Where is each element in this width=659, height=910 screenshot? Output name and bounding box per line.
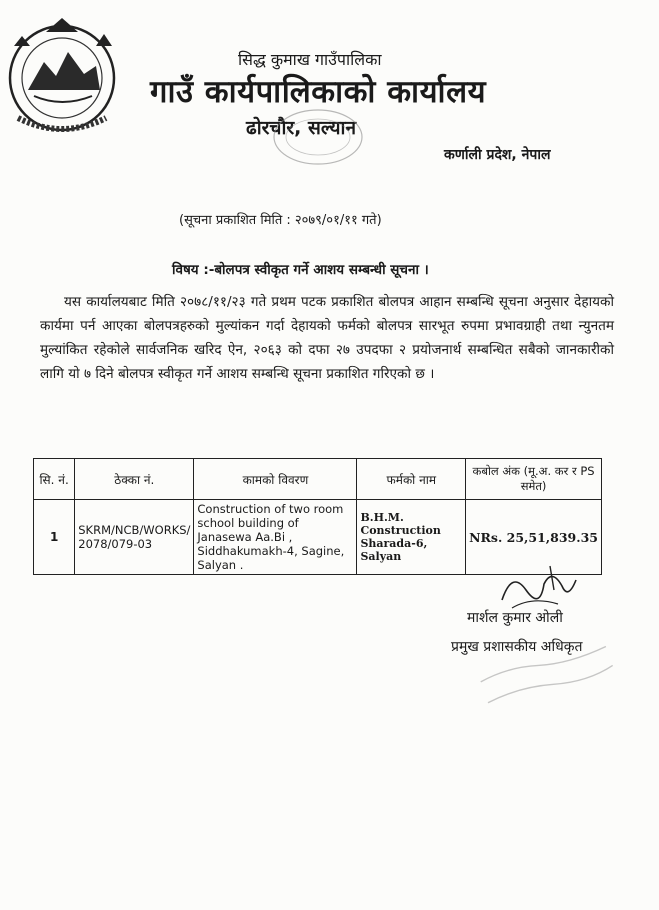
office-stamp-icon bbox=[268, 106, 368, 168]
province-label: कर्णाली प्रदेश, नेपाल bbox=[444, 147, 551, 163]
header-serial: सि. नं. bbox=[34, 459, 75, 500]
cell-firm: B.H.M. Construction Sharada-6, Salyan bbox=[357, 500, 466, 575]
cell-contract-no: SKRM/NCB/WORKS/ 2078/079-03 bbox=[75, 500, 194, 575]
signatory-name: मार्शल कुमार ओली bbox=[467, 610, 563, 626]
award-table bbox=[33, 458, 602, 575]
nepal-emblem-icon bbox=[4, 12, 122, 138]
org-subtitle: सिद्ध कुमाख गाउँपालिका bbox=[238, 50, 382, 69]
header-description: कामको विवरण bbox=[194, 459, 357, 500]
name-stamp-icon bbox=[470, 636, 620, 706]
publish-date: (सूचना प्रकाशित मिति : २०७९/०१/११ गते) bbox=[179, 213, 382, 228]
cell-amount: NRs. 25,51,839.35 bbox=[466, 500, 602, 575]
table-header-row bbox=[34, 459, 602, 500]
cell-description: Construction of two room school building of Janasewa Aa.Bi , Siddhakumakh-4, Sagine, Salyan . bbox=[194, 500, 357, 575]
notice-body: यस कार्यालयबाट मिति २०७८/११/२३ गते प्रथम पटक प्रकाशित बोलपत्र आहान सम्बन्धि सूचना अनुसार देहायको कार्यमा पर्न आएका बोलपत्रहरुको मुल्यांकन गर्दा देहायको फर्मको बोलपत्र सारभूत रुपमा प्रभावग्राही तथा न्युनतम मुल्यांकित रहेकोले सार्वजनिक खरिद ऐन, २०६३ को दफा २७ उपदफा २ प्रयोजनार्थ सम्बन्धित सबैको जानकारीको लागि यो ७ दिने बोलपत्र स्वीकृत गर्ने आशय सम्बन्धि सूचना प्रकाशित गरिएको छ । bbox=[40, 294, 614, 382]
header-firm: फर्मको नाम bbox=[357, 459, 466, 500]
org-title: गाउँ कार्यपालिकाको कार्यालय bbox=[150, 74, 487, 110]
org-location: ढोरचौर, सल्यान bbox=[246, 117, 356, 139]
signatory-title: प्रमुख प्रशासकीय अधिकृत bbox=[451, 639, 583, 655]
cell-serial: 1 bbox=[34, 500, 75, 575]
header-amount: कबोल अंक (मू.अ. कर र PS समेत) bbox=[466, 459, 602, 500]
notice-subject: विषय :-बोलपत्र स्वीकृत गर्ने आशय सम्बन्धी सूचना । bbox=[172, 262, 429, 278]
header-contract-no: ठेक्का नं. bbox=[75, 459, 194, 500]
